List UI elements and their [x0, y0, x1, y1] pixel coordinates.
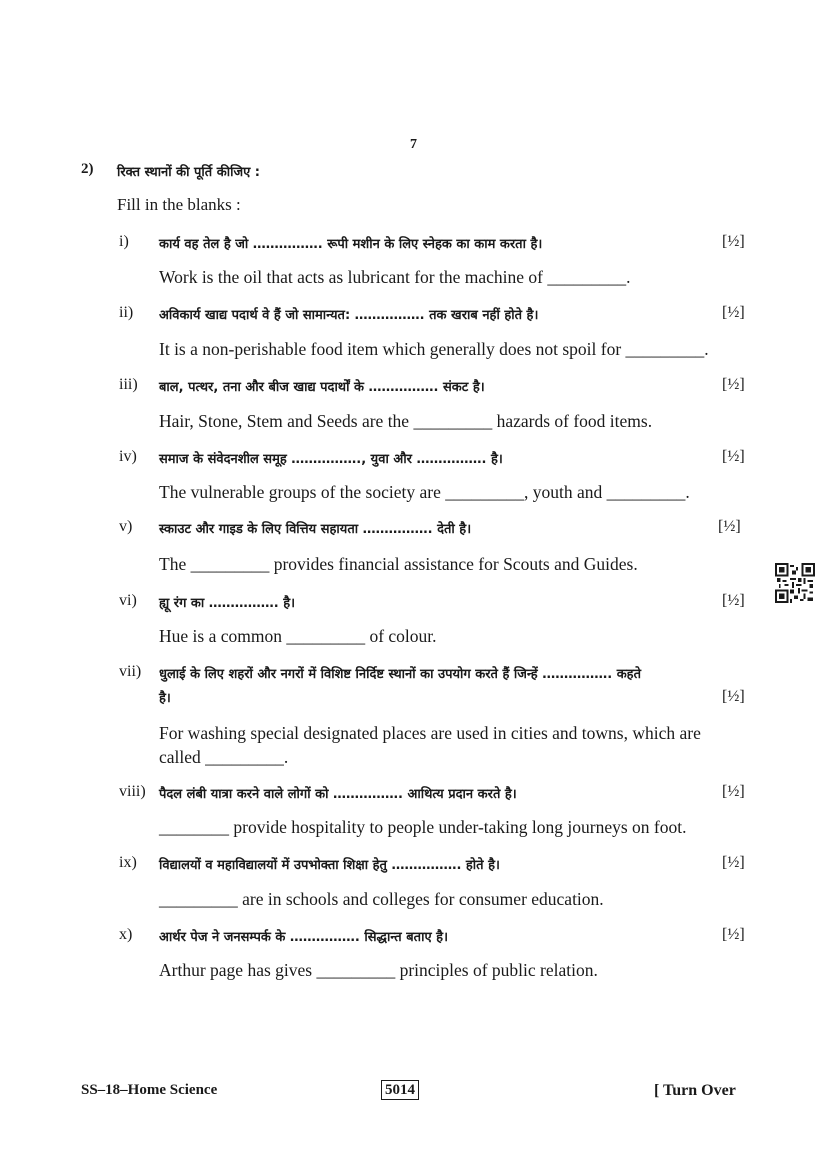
item-hindi: ह्यू रंग का ……………. है। — [159, 596, 296, 611]
item-english: It is a non-perishable food item which generally does not spoil for _________. — [159, 339, 709, 359]
item-english: Arthur page has gives _________ principles of public relation. — [159, 960, 598, 980]
marks-label: [½] — [722, 592, 745, 609]
item-english-continued: called _________. — [159, 747, 289, 767]
marks-label: [½] — [722, 304, 745, 321]
marks-label: [½] — [722, 376, 745, 393]
item-number: ii) — [119, 304, 134, 321]
item-hindi: स्काउट और गाइड के लिए वित्तिय सहायता ……………. देती है। — [159, 522, 472, 537]
question-prompt-hindi: रिक्त स्थानों की पूर्ति कीजिए : — [117, 165, 261, 180]
footer-turn-over: [ Turn Over — [654, 1082, 736, 1099]
item-number: v) — [119, 518, 133, 535]
question-number: 2) — [81, 161, 94, 177]
item-hindi: बाल, पत्थर, तना और बीज खाद्य पदार्थों के ……………. संकट है। — [159, 380, 485, 395]
item-english: The _________ provides financial assistance for Scouts and Guides. — [159, 554, 638, 574]
item-hindi: आर्थर पेज ने जनसम्पर्क के ……………. सिद्धान्त बताए है। — [159, 930, 448, 945]
item-english: Hue is a common _________ of colour. — [159, 626, 437, 646]
page-number: 7 — [410, 137, 417, 152]
item-english: Work is the oil that acts as lubricant for the machine of _________. — [159, 267, 631, 287]
item-number: x) — [119, 926, 133, 943]
item-hindi: धुलाई के लिए शहरों और नगरों में विशिष्ट निर्दिष्ट स्थानों का उपयोग करते हैं जिन्हें ……………. कहते — [159, 667, 641, 682]
marks-label: [½] — [718, 518, 741, 535]
item-number: vi) — [119, 592, 137, 609]
marks-label: [½] — [722, 854, 745, 871]
item-english: ________ provide hospitality to people under-taking long journeys on foot. — [159, 817, 687, 837]
item-hindi-continued: है। — [159, 691, 171, 706]
item-number: ix) — [119, 854, 137, 871]
item-hindi: समाज के संवेदनशील समूह ……………., युवा और ……………. है। — [159, 452, 503, 467]
marks-label: [½] — [722, 448, 745, 465]
item-number: iv) — [119, 448, 137, 465]
footer-subject: SS–18–Home Science — [81, 1082, 218, 1098]
marks-label: [½] — [722, 688, 745, 705]
item-hindi: विद्यालयों व महाविद्यालयों में उपभोक्ता शिक्षा हेतु ……………. होते है। — [159, 858, 500, 873]
item-english: Hair, Stone, Stem and Seeds are the _________ hazards of food items. — [159, 411, 653, 431]
item-hindi: पैदल लंबी यात्रा करने वाले लोगों को ……………. आथित्य प्रदान करते है। — [159, 787, 517, 802]
footer-paper-code: 5014 — [381, 1080, 419, 1100]
item-english: The vulnerable groups of the society are _________, youth and _________. — [159, 482, 690, 502]
marks-label: [½] — [722, 783, 745, 800]
item-english: _________ are in schools and colleges for consumer education. — [159, 889, 604, 909]
marks-label: [½] — [722, 233, 745, 250]
item-number: vii) — [119, 663, 142, 680]
item-english: For washing special designated places are used in cities and towns, which are — [159, 723, 701, 743]
question-prompt-english: Fill in the blanks : — [117, 195, 241, 214]
marks-label: [½] — [722, 926, 745, 943]
item-hindi: कार्य वह तेल है जो ……………. रूपी मशीन के लिए स्नेहक का काम करता है। — [159, 237, 543, 252]
qr-code-icon — [775, 563, 815, 603]
item-number: i) — [119, 233, 129, 250]
item-hindi: अविकार्य खाद्य पदार्थ वे हैं जो सामान्यत: ……………. तक खराब नहीं होते है। — [159, 308, 539, 323]
item-number: viii) — [119, 783, 146, 800]
item-number: iii) — [119, 376, 138, 393]
